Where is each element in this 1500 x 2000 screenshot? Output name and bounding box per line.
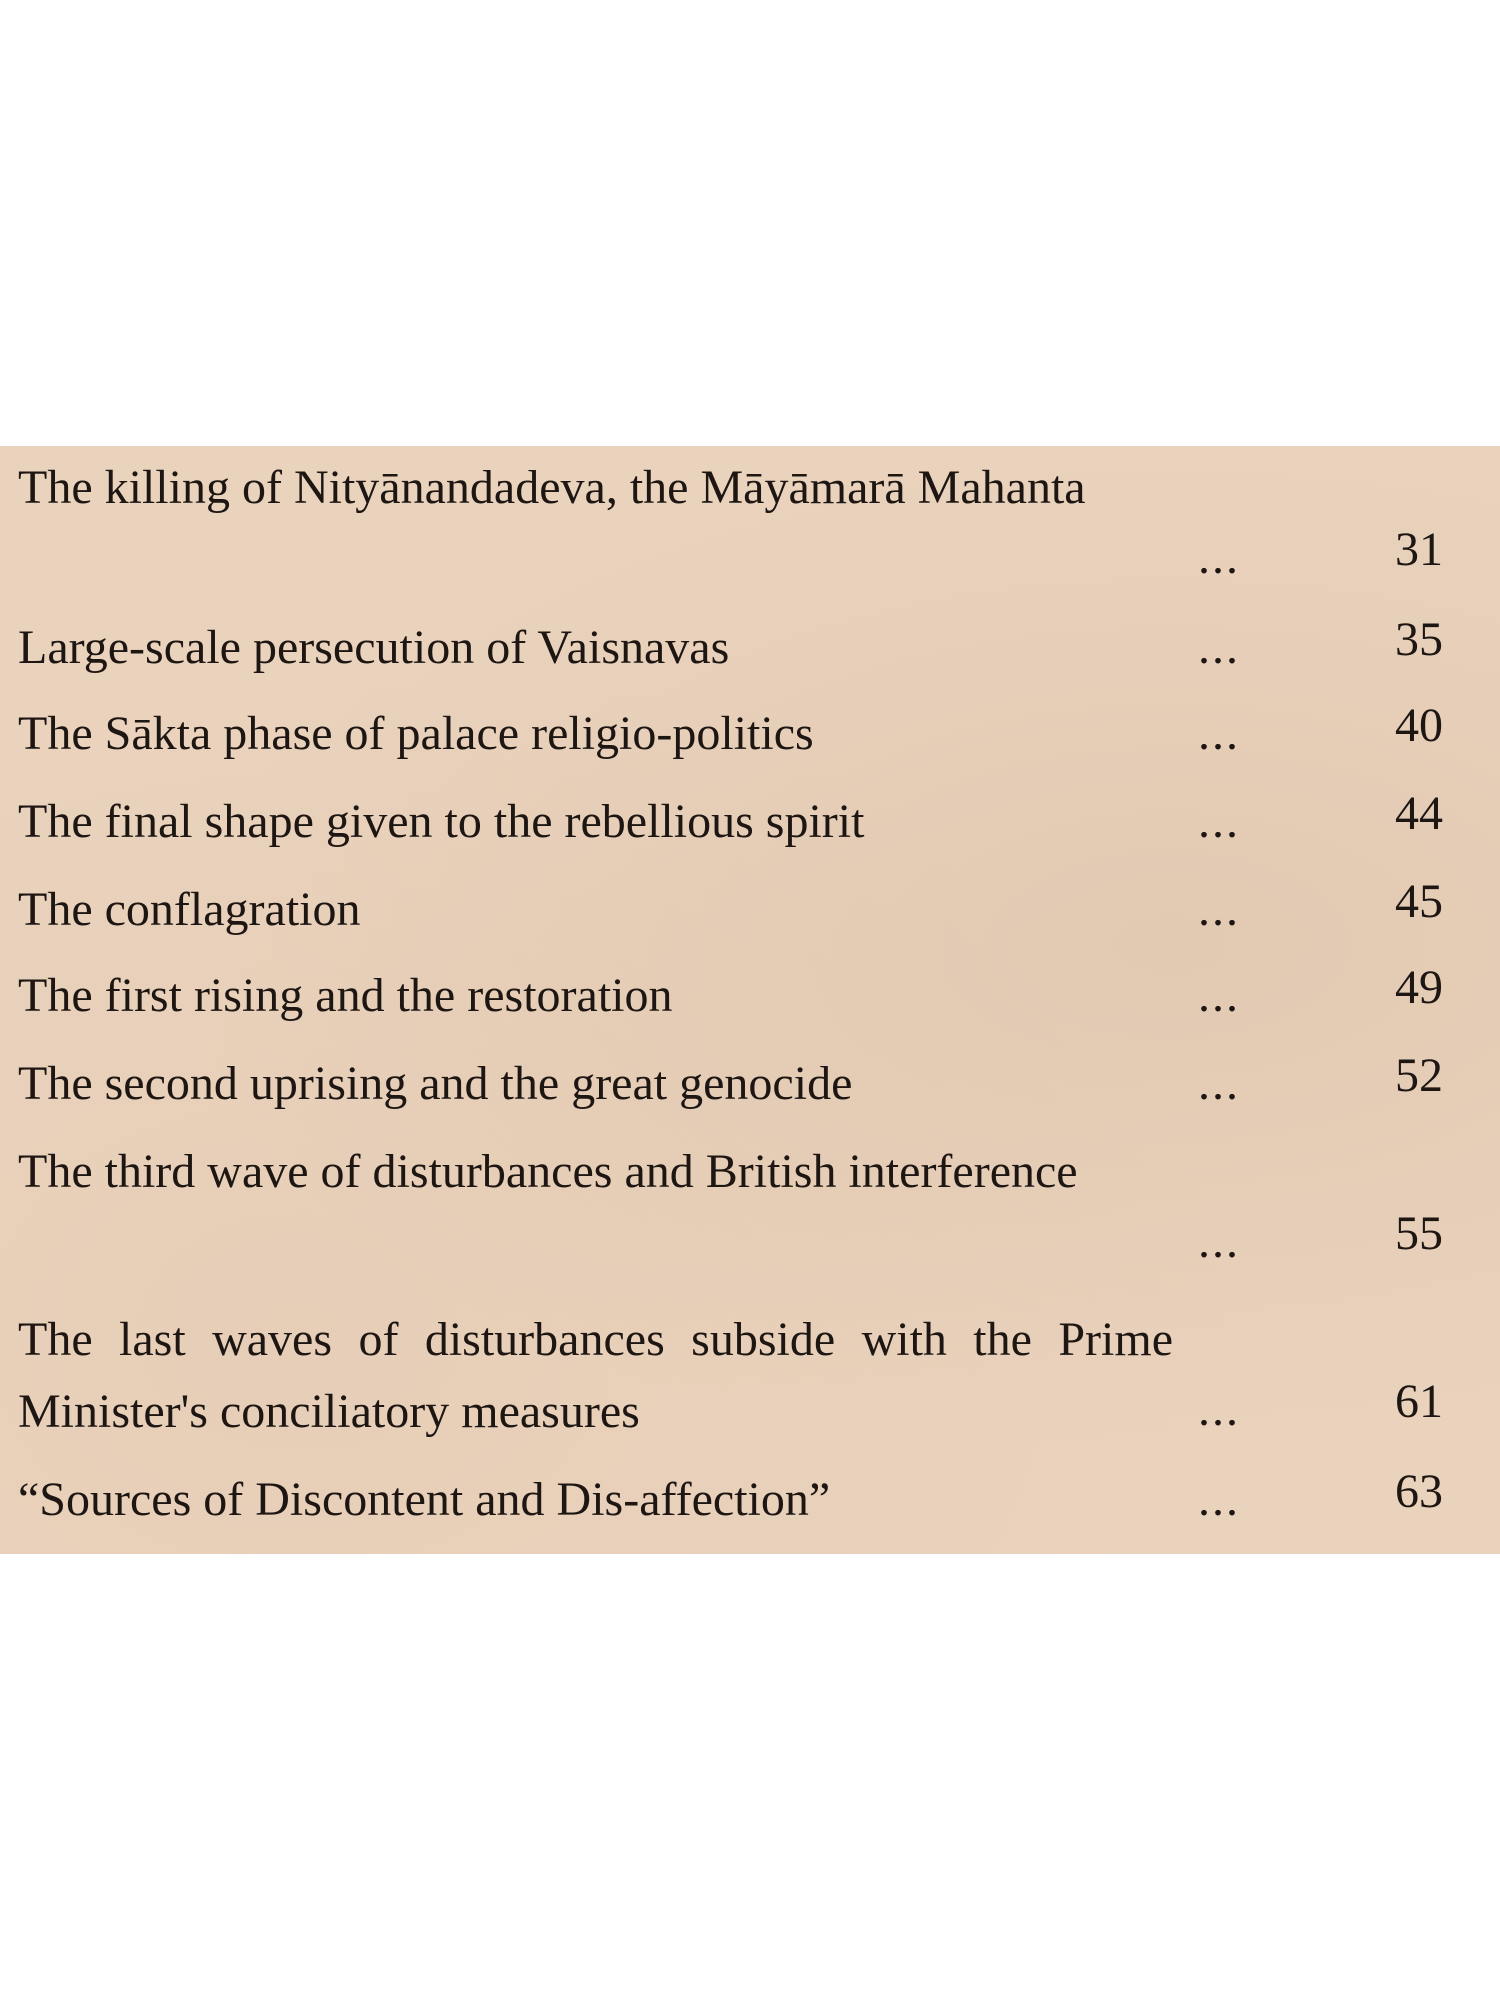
toc-entry	[0, 786, 1500, 858]
toc-leader-dots: ...	[1198, 1057, 1240, 1110]
toc-page-number: 45	[1395, 875, 1443, 928]
toc-page-number: 35	[1395, 613, 1443, 666]
toc-entry-title: The first rising and the restoration	[18, 969, 673, 1022]
toc-entry	[0, 1304, 1500, 1448]
toc-leader-dots: ...	[1198, 1215, 1240, 1268]
toc-entry	[0, 874, 1500, 946]
toc-leader-dots: ...	[1198, 1473, 1240, 1526]
toc-page-number: 49	[1395, 961, 1443, 1014]
toc-entry	[0, 612, 1500, 684]
toc-entry-title: The third wave of disturbances and British interference	[18, 1145, 1078, 1198]
toc-entry	[0, 1136, 1500, 1280]
toc-page-number: 61	[1395, 1375, 1443, 1428]
toc-page-number: 63	[1395, 1465, 1443, 1518]
toc-leader-dots: ...	[1198, 707, 1240, 760]
toc-entry	[0, 698, 1500, 770]
toc-entry	[0, 1464, 1500, 1536]
toc-entry	[0, 1048, 1500, 1120]
toc-leader-dots: ...	[1198, 621, 1240, 674]
toc-entry	[0, 452, 1500, 596]
toc-leader-dots: ...	[1198, 883, 1240, 936]
toc-entry-title: The last waves of disturbances subside with the Prime Minister's conciliatory measures	[18, 1313, 1173, 1438]
toc-leader-dots: ...	[1198, 969, 1240, 1022]
toc-entry-title: The conflagration	[18, 883, 361, 936]
toc-entry-title: The second uprising and the great genocide	[18, 1057, 853, 1110]
toc-page-number: 52	[1395, 1049, 1443, 1102]
toc-entry-title: The final shape given to the rebellious spirit	[18, 795, 865, 848]
toc-entry-title: The Sākta phase of palace religio-politics	[18, 707, 814, 760]
toc-page-number: 44	[1395, 787, 1443, 840]
toc-leader-dots: ...	[1198, 531, 1240, 584]
toc-entry-title: Large-scale persecution of Vaisnavas	[18, 621, 730, 674]
toc-page-number: 55	[1395, 1207, 1443, 1260]
toc-page-number: 40	[1395, 699, 1443, 752]
toc-entry	[0, 960, 1500, 1032]
toc-leader-dots: ...	[1198, 795, 1240, 848]
toc-leader-dots: ...	[1198, 1383, 1240, 1436]
toc-entry-title: “Sources of Discontent and Dis-affection”	[18, 1473, 831, 1526]
toc-page-number: 31	[1395, 523, 1443, 576]
toc-entry-title: The killing of Nityānandadeva, the Māyāmarā Mahanta	[18, 461, 1086, 514]
scanned-page	[0, 446, 1500, 1554]
